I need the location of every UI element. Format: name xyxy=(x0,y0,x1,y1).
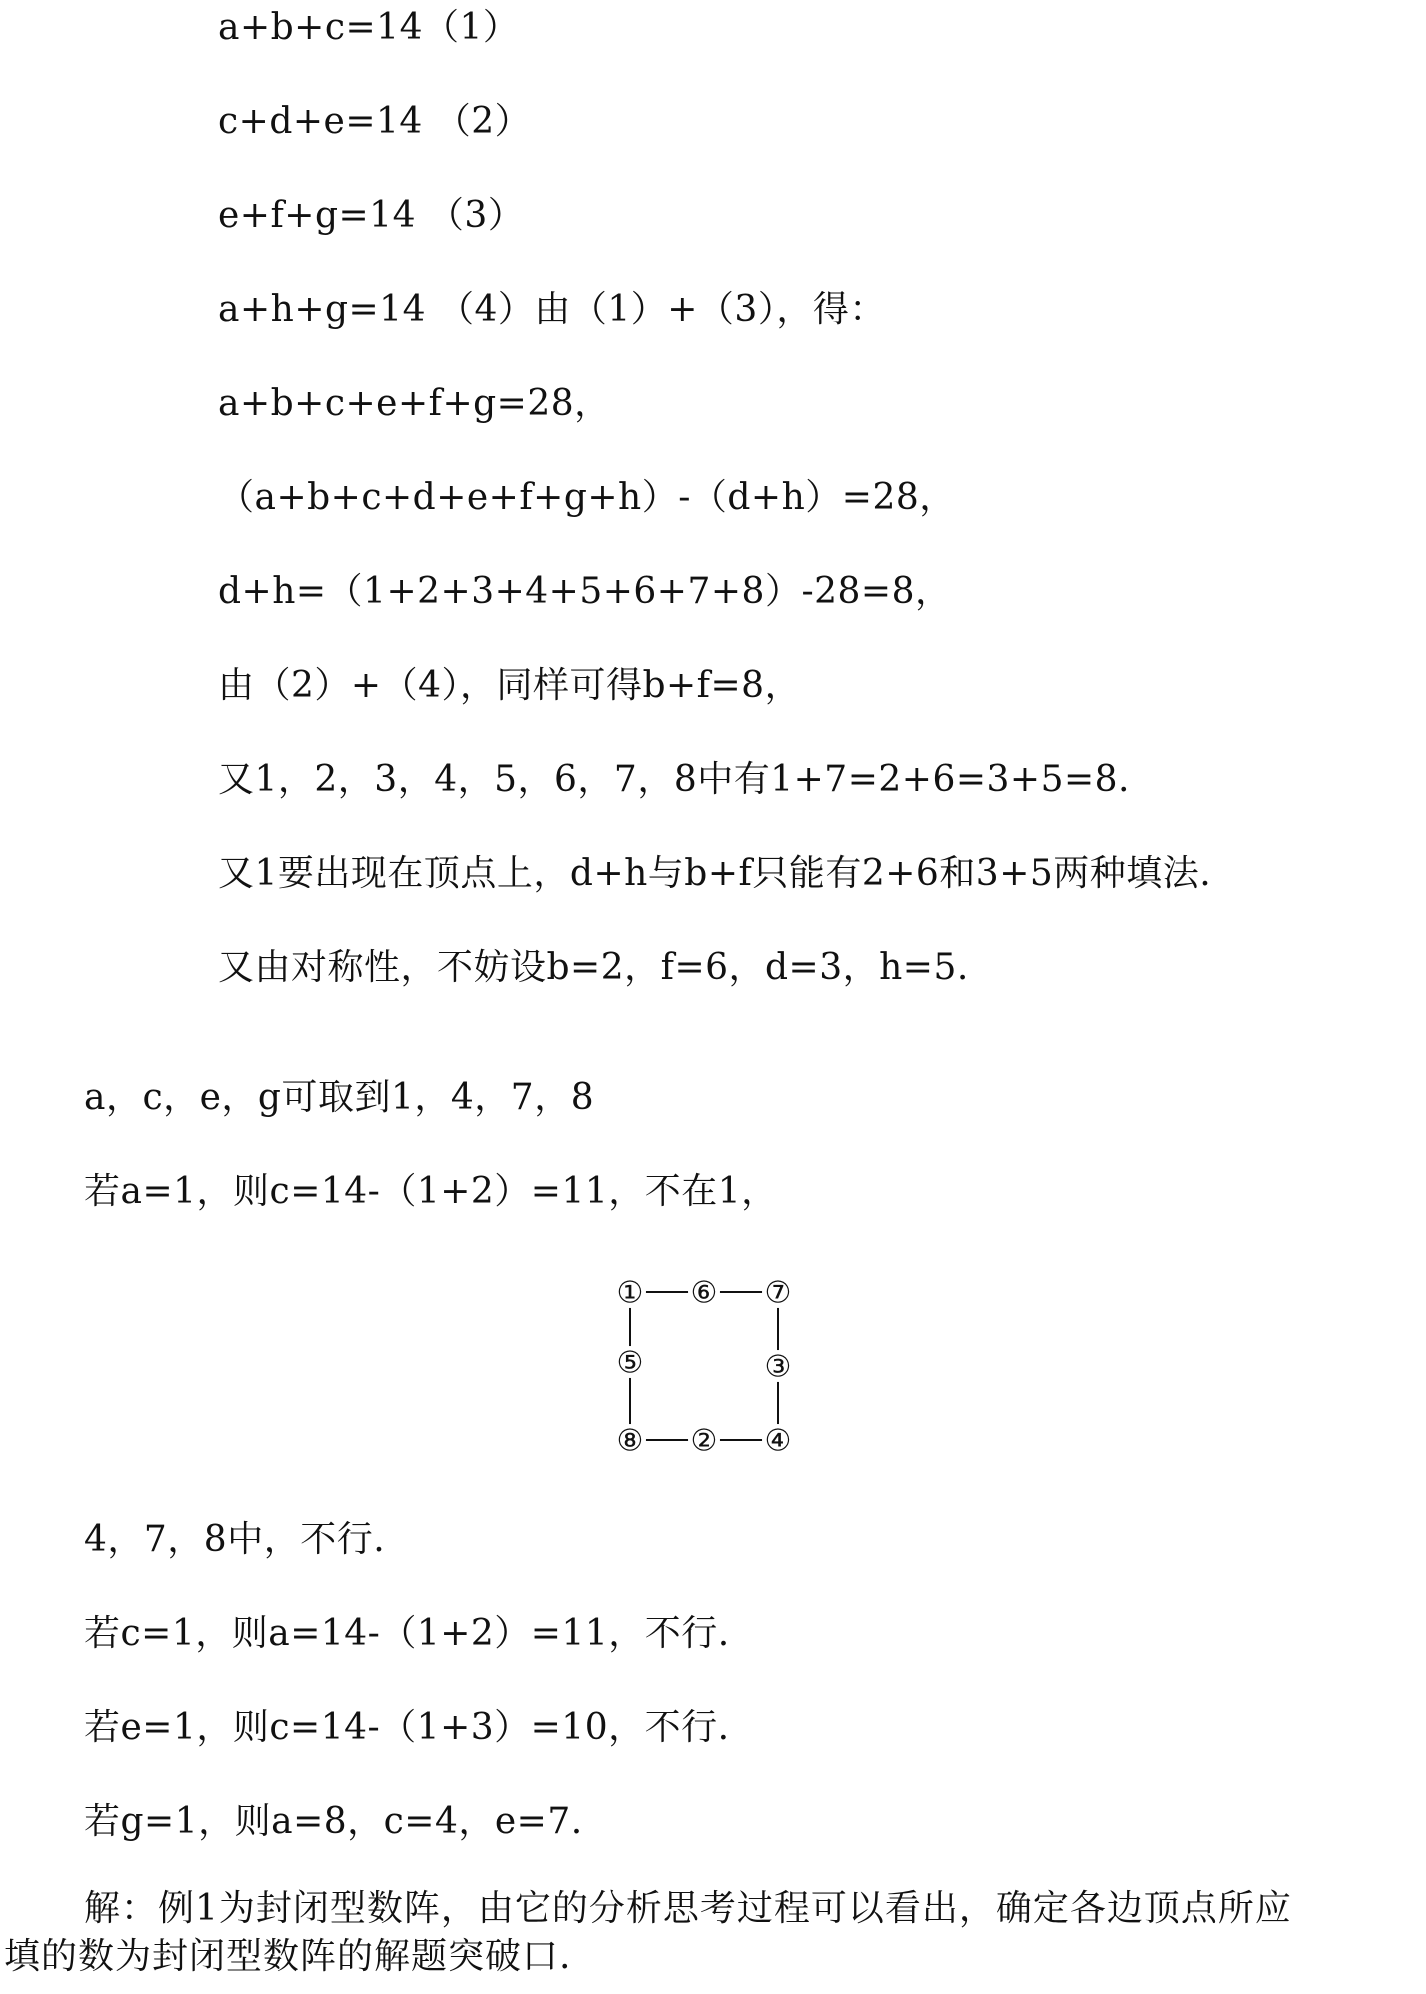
equation-bf: 由（2）+（4），同样可得b+f=8， xyxy=(218,665,802,706)
diagram-edges xyxy=(630,1292,778,1440)
equation-4: a+h+g=14 （4）由（1）+（3），得： xyxy=(218,289,886,330)
equation-2: c+d+e=14 （2） xyxy=(218,101,532,142)
case-a: 若a=1，则c=14-（1+2）=11，不在1， xyxy=(84,1171,778,1212)
case-intro: a，c，e，g可取到1，4，7，8 xyxy=(84,1077,595,1118)
node-label: ⑧ xyxy=(616,1423,644,1459)
node-bottom-right xyxy=(762,1424,794,1459)
node-label: ② xyxy=(690,1423,718,1459)
case-g: 若g=1，则a=8，c=4，e=7. xyxy=(84,1801,583,1842)
node-label: ① xyxy=(616,1275,644,1311)
equation-rewrite: （a+b+c+d+e+f+g+h）-（d+h）=28， xyxy=(218,477,956,518)
number-square-diagram xyxy=(600,1262,820,1462)
vertex-note: 又1要出现在顶点上，d+h与b+f只能有2+6和3+5两种填法. xyxy=(218,853,1212,894)
solution-line-1: 解：例1为封闭型数阵，由它的分析思考过程可以看出，确定各边顶点所应 xyxy=(84,1888,1292,1929)
node-label: ⑦ xyxy=(764,1275,792,1311)
node-right-middle xyxy=(762,1350,794,1385)
equation-sum: a+b+c+e+f+g=28， xyxy=(218,383,611,424)
node-top-left xyxy=(614,1276,646,1311)
solution-line-2: 填的数为封闭型数阵的解题突破口. xyxy=(4,1936,572,1977)
node-bottom-middle xyxy=(688,1424,720,1459)
node-bottom-left xyxy=(614,1424,646,1459)
node-left-middle xyxy=(614,1346,646,1381)
node-label: ④ xyxy=(764,1423,792,1459)
node-label: ③ xyxy=(764,1349,792,1385)
equation-1: a+b+c=14（1） xyxy=(218,7,520,48)
equation-3: e+f+g=14 （3） xyxy=(218,195,525,236)
pair-sums: 又1，2，3，4，5，6，7，8中有1+7=2+6=3+5=8. xyxy=(218,759,1130,800)
node-label: ⑤ xyxy=(616,1345,644,1381)
case-e: 若e=1，则c=14-（1+3）=10，不行. xyxy=(84,1707,730,1748)
after-diagram-note: 4，7，8中，不行. xyxy=(84,1519,386,1560)
node-top-middle xyxy=(688,1276,720,1311)
symmetry-note: 又由对称性，不妨设b=2，f=6，d=3，h=5. xyxy=(218,947,969,988)
equation-dh: d+h=（1+2+3+4+5+6+7+8）-28=8， xyxy=(218,571,952,612)
node-top-right xyxy=(762,1276,794,1311)
node-label: ⑥ xyxy=(690,1275,718,1311)
case-c: 若c=1，则a=14-（1+2）=11，不行. xyxy=(84,1613,730,1654)
